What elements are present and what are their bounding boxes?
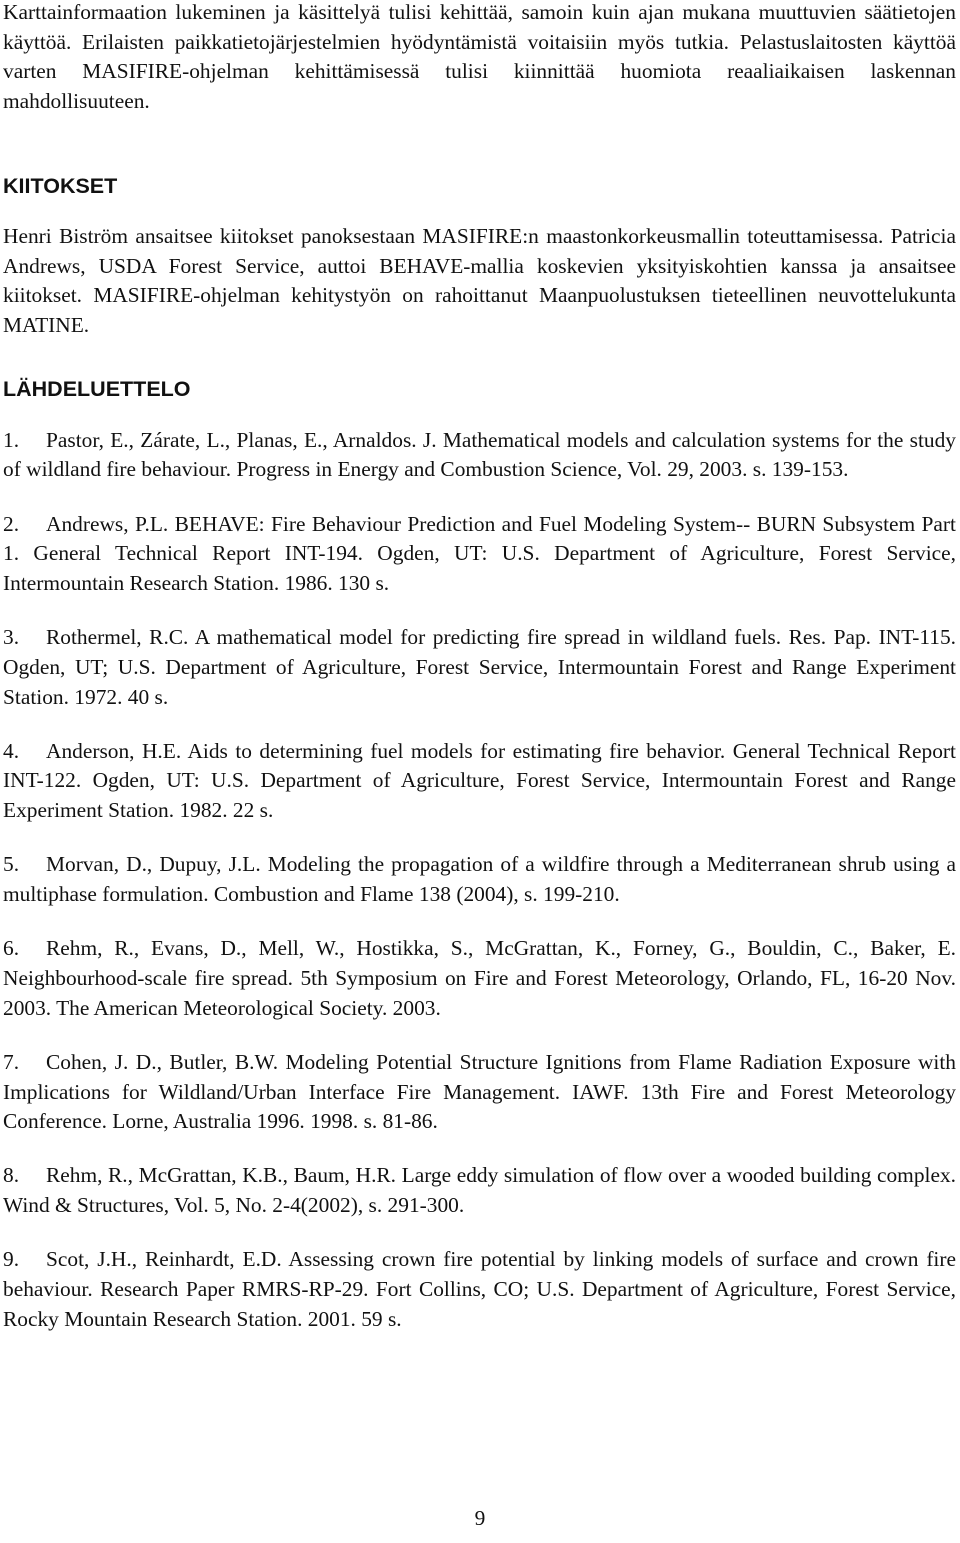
reference-body: Rothermel, R.C. A mathematical model for predicting fire spread in wildland fuels. Res. Pap. INT-115. Ogden, UT; U.S. Department of Agriculture, Forest Service, Intermountain Forest and Range Experiment Station. 1972. 40 s.	[3, 625, 956, 709]
reference-item	[3, 850, 956, 909]
reference-number: 1.	[3, 427, 20, 452]
acknowledgements-paragraph: Henri Biström ansaitsee kiitokset panoksestaan MASIFIRE:n maastonkorkeusmallin toteuttamisessa. Patricia Andrews, USDA Forest Service, auttoi BEHAVE-mallia koskevien yksityiskohtien kanssa ja ansaitsee kiitokset. MASIFIRE-ohjelman kehitystyön on rahoittanut Maanpuolustuksen tieteellinen neuvottelukunta MATINE.	[3, 223, 956, 337]
reference-body: Rehm, R., McGrattan, K.B., Baum, H.R. Large eddy simulation of flow over a wooded building complex. Wind & Structures, Vol. 5, No. 2-4(2002), s. 291-300.	[3, 1163, 956, 1218]
acknowledgements-heading: KIITOKSET	[3, 173, 118, 198]
reference-body: Morvan, D., Dupuy, J.L. Modeling the propagation of a wildfire through a Mediterranean shrub using a multiphase formulation. Combustion and Flame 138 (2004), s. 199-210.	[3, 852, 956, 907]
intro-paragraph: Karttainformaation lukeminen ja käsittelyä tulisi kehittää, samoin kuin ajan mukana muuttuvien säätietojen käyttöä. Erilaisten paikkatietojärjestelmien hyödyntämistä voitaisiin myös tutkia. Pelastuslaitosten käyttöä varten MASIFIRE-ohjelman kehittämisessä tulisi kiinnittää huomiota reaaliaikaisen laskennan mahdollisuuteen.	[3, 0, 956, 114]
reference-item	[3, 737, 956, 826]
reference-item	[3, 1245, 956, 1334]
reference-item	[3, 1048, 956, 1137]
reference-body: Cohen, J. D., Butler, B.W. Modeling Potential Structure Ignitions from Flame Radiation Exposure with Implications for Wildland/Urban Interface Fire Management. IAWF. 13th Fire and Forest Meteorology Conference. Lorne, Australia 1996. 1998. s. 81-86.	[3, 1049, 956, 1134]
reference-number: 4.	[3, 738, 20, 763]
reference-body: Rehm, R., Evans, D., Mell, W., Hostikka, S., McGrattan, K., Forney, G., Bouldin, C., Baker, E. Neighbourhood-scale fire spread. 5th Symposium on Fire and Forest Meteorology, Orlando, FL, 16-20 Nov. 2003. The American Meteorological Society. 2003.	[3, 936, 956, 1020]
reference-text	[3, 1048, 956, 1137]
reference-number: 8.	[3, 1163, 20, 1188]
reference-text	[3, 1245, 956, 1334]
reference-body: Andrews, P.L. BEHAVE: Fire Behaviour Prediction and Fuel Modeling System-- BURN Subsystem Part 1. General Technical Report INT-194. Ogden, UT: U.S. Department of Agriculture, Forest Service, Intermountain Research Station. 1986. 130 s.	[3, 511, 956, 595]
reference-text	[3, 737, 956, 826]
reference-number: 3.	[3, 625, 20, 650]
reference-body: Anderson, H.E. Aids to determining fuel models for estimating fire behavior. General Technical Report INT-122. Ogden, UT: U.S. Department of Agriculture, Forest Service, Intermountain Forest and Range Experiment Station. 1982. 22 s.	[3, 738, 956, 823]
reference-number: 5.	[3, 852, 20, 877]
references-heading: LÄHDELUETTELO	[3, 376, 191, 401]
page-number: 9	[474, 1506, 486, 1530]
reference-number: 6.	[3, 936, 20, 961]
reference-list	[3, 426, 956, 1335]
reference-item	[3, 426, 956, 485]
reference-number: 2.	[3, 511, 20, 536]
reference-text	[3, 623, 956, 712]
reference-text	[3, 426, 956, 485]
reference-item	[3, 934, 956, 1023]
reference-body: Scot, J.H., Reinhardt, E.D. Assessing crown fire potential by linking models of surface and crown fire behaviour. Research Paper RMRS-RP-29. Fort Collins, CO; U.S. Department of Agriculture, Forest Service, Rocky Mountain Research Station. 2001. 59 s.	[3, 1247, 956, 1331]
reference-text	[3, 1161, 956, 1220]
reference-text	[3, 850, 956, 909]
reference-text	[3, 510, 956, 599]
reference-item	[3, 1161, 956, 1220]
reference-number: 9.	[3, 1247, 20, 1272]
reference-item	[3, 623, 956, 712]
reference-text	[3, 934, 956, 1023]
reference-item	[3, 510, 956, 599]
reference-number: 7.	[3, 1049, 20, 1074]
reference-body: Pastor, E., Zárate, L., Planas, E., Arnaldos. J. Mathematical models and calculation systems for the study of wildland fire behaviour. Progress in Energy and Combustion Science, Vol. 29, 2003. s. 139-153.	[3, 427, 956, 482]
